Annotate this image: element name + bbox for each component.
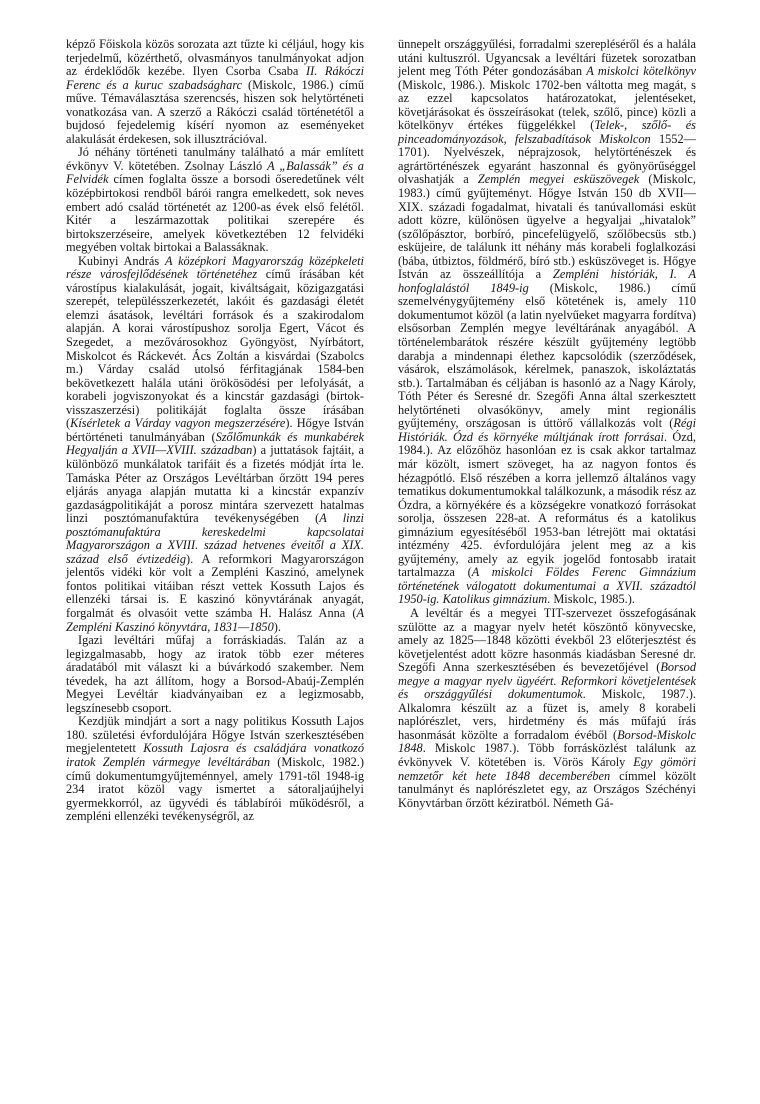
italic-title-text: Régi Históriák. Ózd és környéke múltjának írott forrásai: [398, 416, 696, 444]
right-text-column: [398, 38, 696, 810]
body-text: ).: [273, 619, 281, 634]
body-text: (Miskolc, 1982.) című dokumentumgyűjteménnyel, amely 1791-től 1948-ig 234 iratot közöl vagy ismertet a sátoraljaújhelyi gyermekkorról, az ügyvédi és táblabírói működésről, a zempléni ellenzéki tevékenységről, az: [66, 754, 364, 824]
body-text: (Miskolc, 1986.) című szemelvénygyűjtemény első kötetének is, amely 110 dokumentumot közöl (a latin nyelvűeket magyarra fordítva) elsősorban Zemplén megye levéltárának anyagából. A történelembarátok részére készült gyűjtemény legtöbb darabja a mindennapi élethez kapcsolódik (szerződések, vásárok, elszámolások, kérelmek, panaszok, iskoláztatás stb.). Tartalmában és céljában is hasonló az a Nagy Károly, Tóth Péter és Seresné dr. Szegőfi Anna által szerkesztett helytörténeti olvasókönyv, amely mint regionális gyűjtemény, országosan is úttörő vállalkozás volt (: [398, 280, 697, 431]
body-text: . Miskolc 1987.). Több forrásközlést találunk az évkönyvek V. kötetében is. Vörös Károly: [398, 741, 696, 769]
paragraph: [66, 634, 364, 715]
body-text: ). Hőgye István bértörténeti tanulmányában (: [66, 416, 364, 444]
body-text: ). A reformkori Magyarországon jelentős vidéki kör volt a Zempléni Kaszinó, amelynek fontos politikai vitáiban részt vettek Kossuth Lajos és ellenzéki társai is. E kaszinó könyvtárának anyagát, forgalmát és olvasóit vette számba H. Halász Anna (: [66, 551, 364, 620]
italic-title-text: A linzi posztómanufaktúra kereskedelmi kapcsolatai Magyarországon a XVIII. század hetvenes éveitől a XIX. század első évtizedéig: [66, 511, 364, 566]
paragraph: [66, 715, 364, 823]
paragraph: [66, 146, 364, 254]
italic-title-text: Telek-, szőlő- és pinceadományozások, felszabadítások Miskolcon: [398, 118, 696, 146]
body-text: ünnepelt országgyűlési, forradalmi szerepléséről és a halála utáni kultuszról. Ugyancsak a levéltári füzetek sorozatban jelent meg Tóth Péter gondozásában: [398, 37, 696, 79]
body-text: 1552—1701). Nyelvészek, néprajzosok, helytörténészek és agrártörténészek egyaránt haszonnal és gyönyörűséggel olvashatják a: [398, 131, 696, 187]
paragraph: [398, 38, 696, 607]
italic-title-text: Borsod-Miskolc 1848: [398, 727, 696, 756]
italic-title-text: Szőlőmunkák és munkabérek Hegyalján a XVII—XVIII. században: [66, 429, 364, 458]
italic-title-text: Kísérletek a Várday vagyon megszerzésére: [70, 416, 286, 431]
paragraph: [66, 38, 364, 146]
body-text: (Miskolc, 1983.) című gyűjteményt. Hőgye István 150 db XVII—XIX. századi fogadalmat, hivatali és tanúvallomási esküt adott közre, különösen ügyelve a hegyaljai „hivatalok” (szőlőpásztor, borbíró, pincefelügyelő, szőlőbecsüs stb.) esküjeire, de találunk itt néhány más korabeli foglalkozási (bába, útbiztos, földmérő, bíró stb.) esküszöveget is. Hőgye István az összeállítója a: [398, 172, 696, 282]
body-text: . Ózd, 1984.). Az előzőhöz hasonlóan ez is csak akkor tartalmaz már közölt, ismert szöveget, ha az nagyon fontos és hézagpótló. Első részében a korra jellemző általános vagy tematikus dokumentumokkal találkozunk, a második rész az Ózdra, a környékére és a községekre vonatkozó forrásokat sorolja, összesen 228-at. A református és a katolikus gimnázium egyesítéséből 1953-ban létrejött mai oktatási intézmény 425. évfordulójára jelent meg az a kis gyűjtemény, amely az egyik jogelőd fontosabb iratait tartalmazza (: [398, 429, 696, 580]
body-text: ) a juttatások fajtáit, a különböző munkálatok tarifáit és a fizetés módját írta le. Tamáska Péter az Országos Levéltárban őrzött 194 peres eljárás anyaga alapján mutatta ki a kincstár expanzív gazdaságpolitikáját a porosz mintára szervezett hatalmas linzi posztómanufaktúra tevékenységében (: [66, 443, 364, 526]
italic-title-text: Borsod megye a magyar nyelv ügyéért. Reformkori követjelentések és országgyűlési dokumentumok: [398, 660, 696, 702]
body-text: Igazi levéltári műfaj a forráskiadás. Talán az a legizgalmasabb, hogy az iratok több ezer méteres áradatából mit választ ki a búvárkodó szakember. Nem tévedek, ha azt állítom, hogy a Borsod-Abaúj-Zemplén Megyei Levéltár kiadványaiban ez a legizmosabb, legszínesebb csoport.: [66, 633, 364, 715]
italic-title-text: A Zempléni Kaszinó könyvtára, 1831—1850: [66, 605, 364, 634]
book-page: [66, 37, 697, 1088]
italic-title-text: Zemplén megyei esküszövegek: [477, 172, 640, 187]
italic-title-text: Kossuth Lajosra és családjára vonatkozó iratok Zemplén vármegye levéltárában: [66, 741, 364, 769]
italic-title-text: A középkori Magyarország középkeleti része városfejlődésének történetéhez: [66, 253, 364, 282]
body-text: képző Főiskola közös sorozata azt tűzte ki céljául, hogy kis terjedelmű, közérthető, olvasmányos tanulmányokat adjon az érdeklődők kezébe. Ilyen Csorba Csaba: [66, 37, 364, 79]
body-text: (Miskolc, 1986.) című műve. Témaválasztása szerencsés, hiszen sok helytörténeti vonatkozása van. A szerző a Rákóczi család történetétől a bujdosó fejedelemig kísérí nyomon az eseményeket alakulását érdekesen, sok illusztrációval.: [66, 77, 364, 146]
body-text: (Miskolc, 1986.). Miskolc 1702-ben váltotta meg magát, s az ezzel kapcsolatos határozatokat, jelentéseket, követjárásokat és összeírásokat (telek, szőlő, pince) közli a kötelkönyv értékes függelékkel (: [398, 77, 696, 133]
italic-title-text: A „Balassák” és a Felvidék: [66, 158, 364, 187]
body-text: címen foglalta össze a borsodi őseredetűnek vélt középbirtokosi rendből bárói rangra emelkedett, sok neves embert adó család történetét az 1200-as évek első felétől. Kitér a leszármazottak politikai szerepére és birtokszerzéseire, amelyek következtében 12 felvidéki megyében voltak birtokai a Balassáknak.: [66, 172, 364, 255]
paragraph: [398, 607, 696, 810]
italic-title-text: II. Rákóczi Ferenc és a kuruc szabadságharc: [66, 64, 364, 92]
body-text: Kubinyi András: [78, 253, 165, 268]
body-text: Kezdjük mindjárt a sort a nagy politikus Kossuth Lajos 180. születési évfordulójára Hőgye István szerkesztésében megjelentetett: [66, 714, 364, 756]
italic-title-text: Zempléni históriák, I. A honfoglalástól 1849-ig: [398, 267, 696, 295]
body-text: . Miskolc, 1985.).: [547, 592, 635, 607]
italic-title-text: A miskolci kötelkönyv: [586, 64, 696, 79]
body-text: címmel közölt tanulmányt és naplórészletet egy, az Országos Széchényi Könyvtárban őrzött kéziratból. Németh Gá-: [398, 768, 696, 810]
italic-title-text: A miskolci Földes Ferenc Gimnázium történetének válogatott dokumentumai a XVII. századtól 1950-ig. Katolikus gimnázium: [398, 565, 696, 607]
paragraph: [66, 255, 364, 634]
left-text-column: [66, 38, 364, 824]
body-text: című írásában két várostípus kialakulását, jogait, kiváltságait, közigazgatási szerepét, településszerkezetét, lakóit és gazdasági életét elemzi ásatások, levéltári források és a szakirodalom alapján. A korai várostípushoz sorolja Egert, Vácot és Szegedet, a mezővárosokhoz Gyöngyöst, Nyírbátort, Miskolcot és Ráckevét. Ács Zoltán a kisvárdai (Szabolcs m.) Várday család utolsó férfitagjának 1584-ben bekövetkezett halála utáni örökösödési per lefolyását, a korabeli jogviszonyokat és a kincstár gazdasági (birtok-visszaszerzési) politikáját foglalta össze írásában (: [66, 267, 364, 431]
italic-title-text: Egy gömöri nemzetőr két hete 1848 decemberében: [398, 754, 696, 783]
body-text: A levéltár és a megyei TIT-szervezet összefogásának szülötte az a magyar nyelv hetét köszöntő könyvecske, amely az 1825—1848 közötti évekből 23 előterjesztést és követjelentést adott közre hasonmás kiadásban Seresné dr. Szegőfi Anna szerkesztésében és bevezetőjével (: [398, 605, 696, 675]
body-text: Jó néhány történeti tanulmány található a már említett évkönyv V. kötetében. Zsolnay László: [66, 145, 364, 173]
body-text: . Miskolc, 1987.). Alkalomra készült az a füzet is, amely 8 korabeli naplórészlet, vers, hirdetmény és más műfajú írás hasonmását közölte a forradalom évéből (: [398, 687, 697, 742]
